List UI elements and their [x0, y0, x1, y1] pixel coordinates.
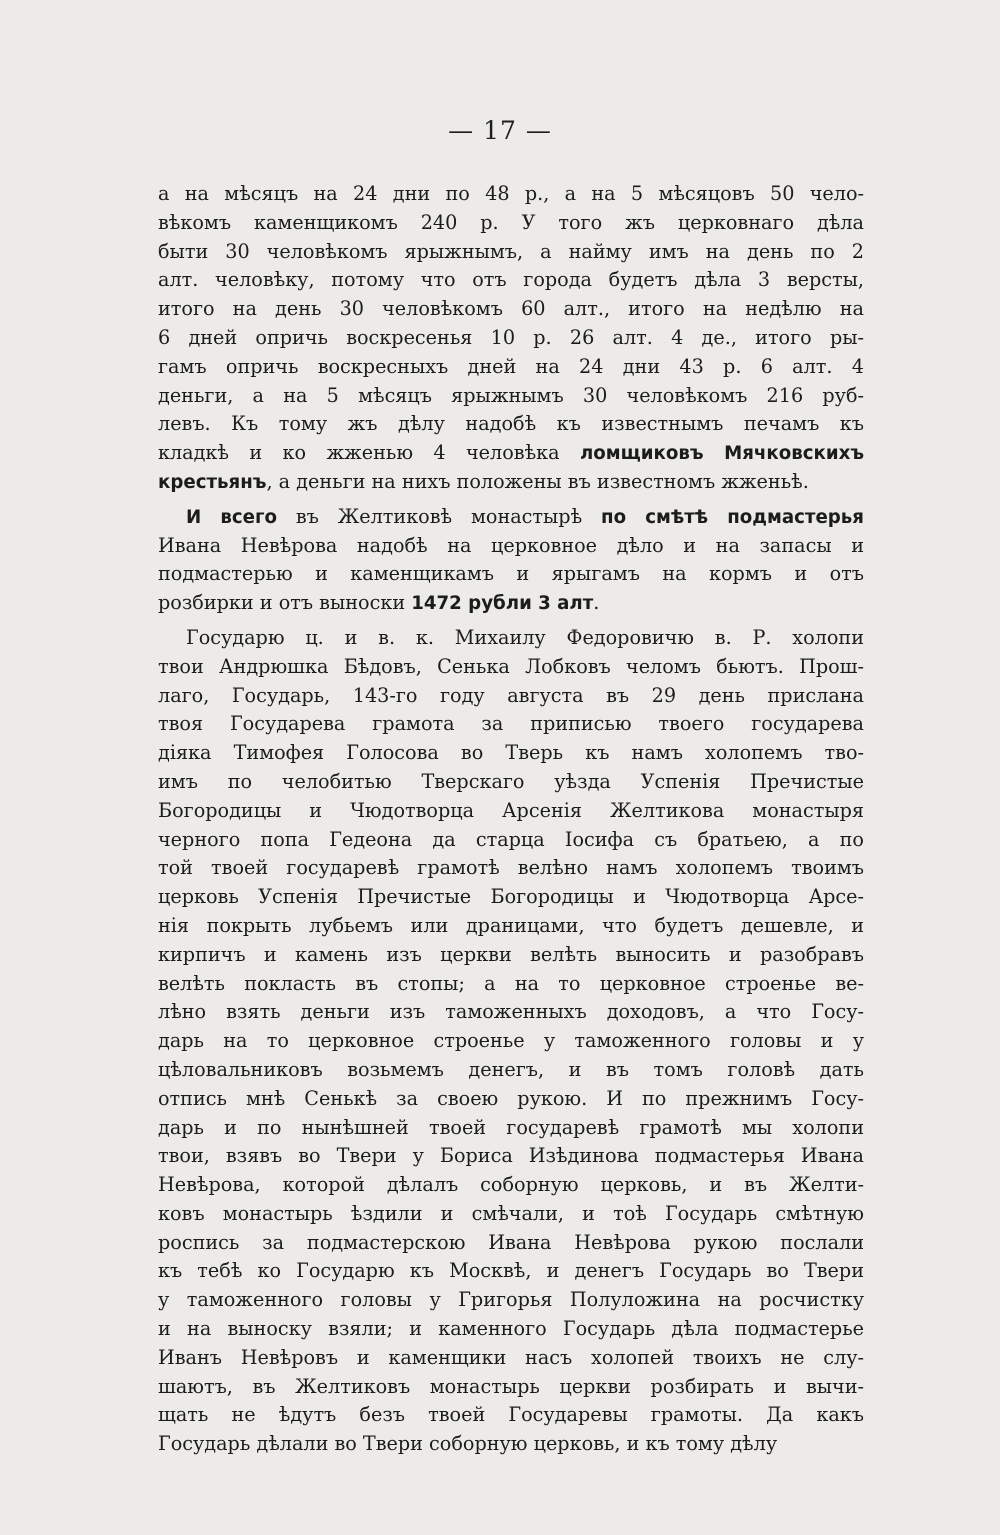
text-line	[158, 353, 864, 382]
text-segment: у таможенного головы у Григорья Полуложина на росчистку	[158, 1288, 864, 1312]
text-line	[158, 1229, 864, 1258]
text-segment: имъ по челобитью Тверскаго уѣзда Успенія Пречистые	[158, 769, 864, 793]
text-line	[158, 854, 864, 883]
text-line	[158, 532, 864, 561]
text-segment: черного попа Гедеона да старца Іосифа съ братьею, а по	[158, 827, 864, 851]
text-segment: діяка Тимофея Голосова во Тверь къ намъ холопемъ тво-	[158, 741, 864, 765]
text-segment: щать не ѣдутъ безъ твоей Государевы грамоты. Да какъ	[158, 1403, 864, 1427]
text-segment: .	[593, 591, 600, 615]
text-line	[158, 266, 864, 295]
text-line	[158, 970, 864, 999]
text-line	[158, 998, 864, 1027]
text-line	[158, 439, 864, 468]
paragraph	[158, 180, 864, 497]
text-segment: отпись мнѣ Сенькѣ за своею рукою. И по прежнимъ Госу-	[158, 1086, 864, 1110]
text-line	[158, 768, 864, 797]
text-line	[158, 1286, 864, 1315]
text-line	[158, 1114, 864, 1143]
text-line	[158, 180, 864, 209]
bold-text-segment: 1472 рубли 3 алт	[411, 593, 594, 615]
text-segment: велѣть покласть въ стопы; а на то церковное строенье ве-	[158, 971, 864, 995]
text-line	[158, 1200, 864, 1229]
text-segment: Ивана Невѣрова надобѣ на церковное дѣло и на запасы и	[158, 533, 864, 557]
text-segment: подмастерью и каменщикамъ и ярыгамъ на кормъ и отъ	[158, 562, 864, 586]
text-segment: левъ. Къ тому жъ дѣлу надобѣ къ известнымъ печамъ къ	[158, 412, 864, 436]
text-line	[158, 382, 864, 411]
text-segment: итого на день 30 человѣкомъ 60 алт., итого на недѣлю на	[158, 297, 864, 321]
text-segment: а на мѣсяцъ на 24 дни по 48 р., а на 5 мѣсяцовъ 50 чело-	[158, 182, 864, 205]
text-segment: къ тебѣ ко Государю къ Москвѣ, и денегъ Государь во Твери	[158, 1259, 864, 1283]
text-segment: Невѣрова, которой дѣлалъ соборную церковь, и въ Желти-	[158, 1173, 864, 1197]
text-line	[158, 503, 864, 532]
text-line	[158, 1401, 864, 1430]
text-segment: кирпичъ и камень изъ церкви велѣть выносить и разобравъ	[158, 942, 864, 966]
text-line	[158, 1344, 864, 1373]
text-line	[158, 324, 864, 353]
text-line	[158, 1430, 864, 1459]
paragraph	[158, 624, 864, 1459]
text-segment: Иванъ Невѣровъ и каменщики насъ холопей твоихъ не слу-	[158, 1345, 864, 1369]
text-line	[158, 653, 864, 682]
text-segment: розбирки и отъ выноски	[158, 591, 412, 615]
text-segment: твои, взявъ во Твери у Бориса Изѣдинова подмастерья Ивана	[158, 1144, 864, 1168]
text-segment: дарь на то церковное строенье у таможенного головы и у	[158, 1029, 864, 1053]
text-segment: нія покрыть лубьемъ или драницами, что будетъ дешевле, и	[158, 913, 864, 937]
text-segment: той твоей государевѣ грамотѣ велѣно намъ холопемъ твоимъ	[158, 856, 864, 880]
text-line	[158, 410, 864, 439]
text-segment: твоя Государева грамота за приписью твоего государева	[158, 712, 864, 736]
text-segment: Государь дѣлали во Твери соборную церковь, и къ тому дѣлу	[158, 1432, 778, 1456]
text-line	[158, 710, 864, 739]
paragraph	[158, 503, 864, 618]
text-line	[158, 912, 864, 941]
text-segment: твои Андрюшка Бѣдовъ, Сенька Лобковъ челомъ бьютъ. Прош-	[158, 654, 864, 678]
text-segment: кладкѣ и ко жженью 4 человѣка	[158, 441, 580, 465]
text-line	[158, 883, 864, 912]
text-segment: алт. человѣку, потому что отъ города будетъ дѣла 3 версты,	[158, 268, 864, 292]
text-segment: дарь и по нынѣшней твоей государевѣ грамотѣ мы холопи	[158, 1115, 864, 1139]
text-line	[158, 1171, 864, 1200]
text-line	[158, 1373, 864, 1402]
page-number: — 17 —	[448, 116, 552, 145]
text-segment: 6 дней опричь воскресенья 10 р. 26 алт. 4 де., итого ры-	[158, 325, 864, 349]
text-segment: шаютъ, въ Желтиковъ монастырь церкви розбирать и вычи-	[158, 1374, 864, 1398]
text-line	[158, 1142, 864, 1171]
text-segment: роспись за подмастерскою Ивана Невѣрова рукою послали	[158, 1230, 864, 1254]
text-line	[158, 238, 864, 267]
text-segment: Государю ц. и в. к. Михаилу Федоровичю в. Р. холопи	[186, 625, 864, 649]
text-line	[158, 589, 864, 618]
text-segment: церковь Успенія Пречистые Богородицы и Чюдотворца Арсе-	[158, 885, 864, 909]
text-segment: лѣно взять деньги изъ таможенныхъ доходовъ, а что Госу-	[158, 1000, 864, 1024]
text-line	[158, 826, 864, 855]
text-segment: быти 30 человѣкомъ ярыжнымъ, а найму имъ на день по 2	[158, 239, 864, 263]
bold-text-segment: по смѣтѣ подмастерья	[601, 506, 864, 528]
bold-text-segment: крестьянъ	[158, 471, 267, 493]
text-line	[158, 1056, 864, 1085]
text-segment: Богородицы и Чюдотворца Арсенія Желтикова монастыря	[158, 798, 864, 822]
text-line	[158, 1257, 864, 1286]
text-line	[158, 295, 864, 324]
text-segment: въ Желтиковѣ монастырѣ	[276, 504, 602, 528]
text-line	[158, 797, 864, 826]
text-line	[158, 739, 864, 768]
text-line	[158, 1315, 864, 1344]
text-line	[158, 209, 864, 238]
text-segment: цѣловальниковъ возьмемъ денегъ, и въ томъ головѣ дать	[158, 1057, 864, 1081]
text-segment: лаго, Государь, 143-го году августа въ 29 день прислана	[158, 683, 864, 707]
text-line	[158, 1027, 864, 1056]
text-line	[158, 682, 864, 711]
body-text	[158, 180, 864, 1459]
text-segment: ковъ монастырь ѣздили и смѣчали, и тоѣ Государь смѣтную	[158, 1201, 864, 1225]
text-line	[158, 468, 864, 497]
text-segment: гамъ опричь воскресныхъ дней на 24 дни 43 р. 6 алт. 4	[158, 354, 864, 378]
text-segment: деньги, а на 5 мѣсяцъ ярыжнымъ 30 человѣкомъ 216 руб-	[158, 383, 864, 407]
text-line	[158, 624, 864, 653]
text-segment: и на выноску взяли; и каменного Государь дѣла подмастерье	[158, 1317, 864, 1341]
bold-text-segment: ломщиковъ Мячковскихъ	[579, 443, 864, 465]
text-segment: вѣкомъ каменщикомъ 240 р. У того жъ церковнаго дѣла	[158, 210, 864, 234]
bold-text-segment: И всего	[186, 506, 277, 528]
text-line	[158, 1085, 864, 1114]
text-segment: , а деньги на нихъ положены въ известномъ жженьѣ.	[266, 469, 809, 493]
text-line	[158, 560, 864, 589]
text-line	[158, 941, 864, 970]
